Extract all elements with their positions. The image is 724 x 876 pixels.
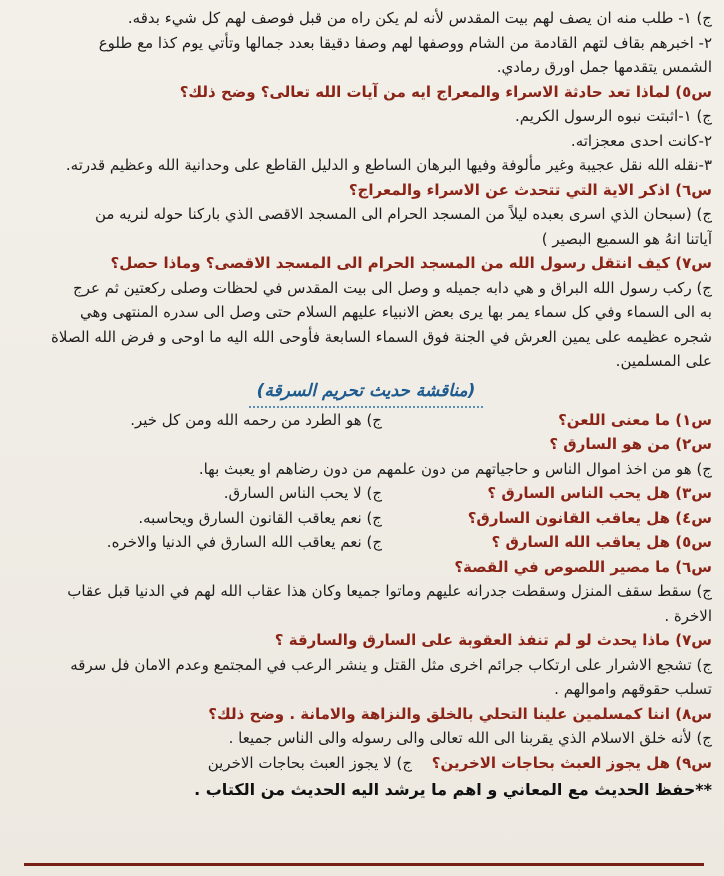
question-text: س٤) هل يعاقب القانون السارق؟ — [467, 508, 712, 527]
qa-row — [20, 408, 712, 433]
question-text: س٣) هل يحب الناس السارق ؟ — [487, 484, 712, 502]
question-text: س٩) هل يجوز العبث بحاجات الاخرين؟ — [431, 753, 712, 772]
answer-line: ج) (سبحان الذي اسرى بعبده ليلاً من المسجد الحرام الى المسجد الاقصى الذي باركنا حوله لنريه من — [94, 205, 712, 223]
section-title-text: (مناقشة حديث تحريم السرقة) — [249, 376, 484, 408]
footnote: **حفظ الحديث مع المعاني و اهم ما يرشد اليه الحديث من الكتاب . — [194, 780, 712, 799]
answer-line: ج) هو من اخذ اموال الناس و حاجياتهم من دون علمهم من دون رضاهم او يعبث بها. — [198, 459, 712, 478]
section-title — [20, 376, 712, 406]
question-line: س٦) اذكر الاية التي تتحدث عن الاسراء والمعراج؟ — [348, 180, 712, 199]
question-line: س٥) لماذا تعد حادثة الاسراء والمعراج ايه من آيات الله تعالى؟ وضح ذلك؟ — [179, 82, 712, 101]
question-line: س٦) ما مصير اللصوص في القصة؟ — [454, 557, 712, 576]
answer-line: ٢-كانت احدى معجزاته. — [570, 131, 712, 150]
answer-text: ج) لا يجوز العبث بحاجات الاخرين — [207, 753, 412, 772]
answer-line: ج) تشجع الاشرار على ارتكاب جرائم اخرى مثل القتل و ينشر الرعب في المجتمع وعدم الامان فل سرقه — [70, 655, 712, 674]
qa-row — [20, 481, 712, 506]
answer-line: ج) ١- طلب منه ان يصف لهم بيت المقدس لأنه لم يكن راه من قبل فوصف لهم كل شيء بدقه. — [127, 9, 712, 27]
answer-text: ج) هو الطرد من رحمه الله ومن كل خير. — [130, 410, 382, 429]
question-line: س٢) من هو السارق ؟ — [549, 435, 712, 453]
answer-text: ج) نعم يعاقب القانون السارق ويحاسبه. — [138, 508, 382, 527]
question-line: س٧) ماذا يحدث لو لم تنفذ العقوبة على السارق والسارقة ؟ — [274, 631, 712, 649]
answer-line: آياتنا انهُ هو السميع البصير ) — [541, 229, 712, 248]
answer-line: به الى السماء وفي كل سماء يمر بها يرى بعض الانبياء عليهم السلام حتى وصل الى سدره المنتهى وهي — [80, 303, 712, 321]
answer-text: ج) نعم يعاقب الله السارق في الدنيا والاخره. — [106, 533, 382, 551]
answer-line: الاخرة . — [664, 606, 712, 625]
answer-line: ج) لأنه خلق الاسلام الذي يقربنا الى الله تعالى والى رسوله والى الناس جميعا . — [228, 729, 712, 747]
qa-row — [20, 506, 712, 531]
question-text: س٥) هل يعاقب الله السارق ؟ — [491, 533, 712, 551]
answer-line: الشمس يتقدمها جمل اورق رمادي. — [496, 58, 712, 76]
question-line: س٨) اننا كمسلمين علينا التحلي بالخلق والنزاهة والامانة . وضح ذلك؟ — [208, 704, 712, 723]
question-text: س١) ما معنى اللعن؟ — [558, 410, 712, 429]
answer-text: ج) لا يحب الناس السارق. — [223, 484, 382, 502]
bottom-divider — [24, 863, 704, 866]
answer-line: تسلب حقوقهم واموالهم . — [554, 680, 712, 698]
qa-row — [20, 751, 712, 776]
question-line: س٧) كيف انتقل رسول الله من المسجد الحرام الى المسجد الاقصى؟ وماذا حصل؟ — [110, 254, 712, 272]
answer-line: ٣-نقله الله نقل عجيبة وغير مألوفة وفيها البرهان الساطع و الدليل القاطع على وحدانية الله وعظيم قدرته. — [65, 156, 712, 174]
answer-line: شجره عظيمه على يمين العرش في الجنة فوق السماء السابعة فأوحى الله اليه ما اوحى و فرض الله الصلاة — [51, 327, 712, 346]
answer-line: ٢- اخبرهم بقاف لتهم القادمة من الشام ووصفها لهم وصفا دقيقا بعدد جمالها وتأتي يوم كذا مع طلوع — [98, 33, 712, 52]
answer-line: ج) ركب رسول الله البراق و هي دابه جميله و وصل الى بيت المقدس في لحظات وصلى ركعتين ثم عرج — [73, 278, 712, 297]
answer-line: على المسلمين. — [615, 352, 712, 370]
answer-line: ج) سقط سقف المنزل وسقطت جدرانه عليهم وماتوا جميعا وكان هذا عقاب الله لهم في الدنيا قبل عقاب — [67, 582, 712, 600]
answer-line: ج) ١-اثبتت نبوه الرسول الكريم. — [515, 107, 712, 125]
qa-row — [20, 530, 712, 555]
